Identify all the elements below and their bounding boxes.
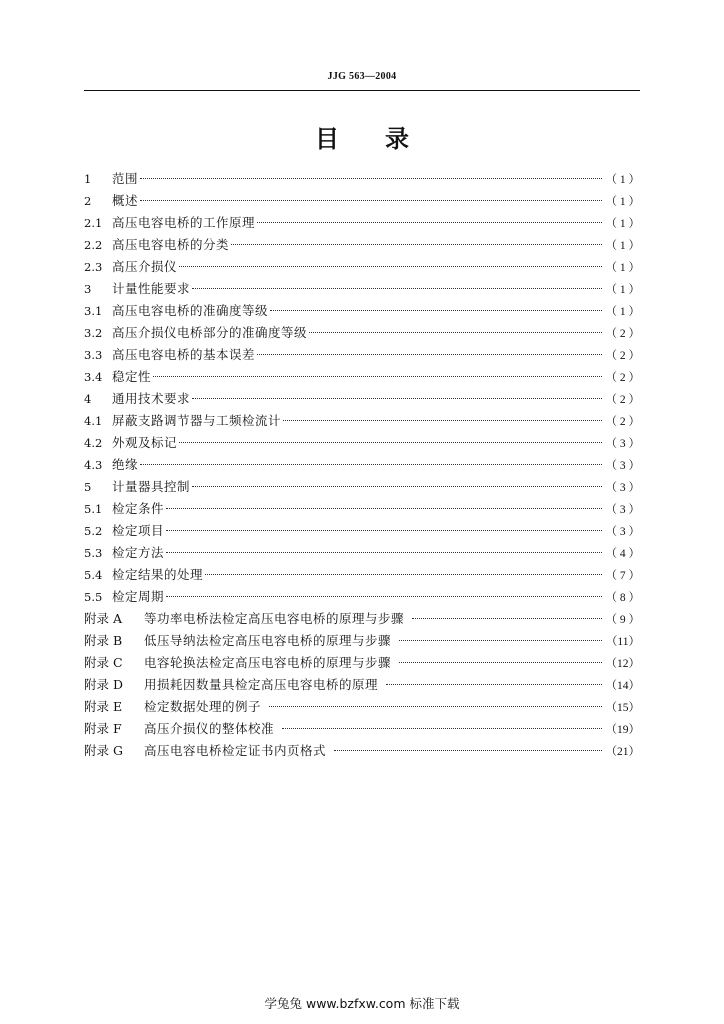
document-code-header: JJG 563—2004 — [327, 71, 397, 82]
toc-entry[interactable] — [84, 190, 640, 212]
toc-entry-page: （ 1 ） — [605, 196, 640, 208]
toc-entry-title: 检定方法 — [112, 545, 165, 560]
footer-watermark: 学兔兔 www.bzfxw.com 标准下载 — [264, 996, 460, 1011]
toc-entry-number: 附录 B — [84, 633, 123, 648]
toc-dot-leader — [257, 222, 602, 223]
toc-entry-number: 5.2 — [84, 524, 103, 538]
toc-entry-number: 5.1 — [84, 502, 103, 516]
toc-entry[interactable] — [84, 256, 640, 278]
toc-entry[interactable] — [84, 586, 640, 608]
toc-entry-number: 5.3 — [84, 546, 103, 560]
toc-dot-leader — [283, 420, 602, 421]
toc-entry[interactable] — [84, 542, 640, 564]
toc-entry-page: （ 7 ） — [605, 570, 640, 582]
toc-dot-leader — [399, 662, 602, 663]
toc-entry-number: 3 — [84, 282, 92, 296]
toc-entry-page: （ 3 ） — [605, 526, 640, 538]
toc-entry-title: 检定周期 — [112, 589, 165, 604]
toc-entry-title: 稳定性 — [112, 369, 152, 384]
toc-entry-number: 附录 F — [84, 721, 122, 736]
toc-entry-page: （14） — [605, 680, 640, 692]
toc-dot-leader — [166, 530, 602, 531]
toc-entry[interactable] — [84, 432, 640, 454]
toc-entry-page: （ 3 ） — [605, 460, 640, 472]
toc-dot-leader — [140, 200, 602, 201]
toc-entry-page: （ 1 ） — [605, 306, 640, 318]
toc-entry-number: 附录 A — [84, 611, 123, 626]
toc-entry[interactable] — [84, 234, 640, 256]
toc-entry-page: （ 1 ） — [605, 262, 640, 274]
toc-entry-number: 2.3 — [84, 260, 103, 274]
toc-dot-leader — [192, 486, 602, 487]
toc-entry-title: 计量器具控制 — [112, 479, 191, 494]
toc-entry[interactable] — [84, 564, 640, 586]
toc-entry[interactable] — [84, 476, 640, 498]
toc-entry-title: 高压介损仪的整体校准 — [144, 721, 275, 736]
toc-entry-page: （ 1 ） — [605, 240, 640, 252]
header-rule — [84, 90, 640, 91]
toc-entry-number: 3.4 — [84, 370, 103, 384]
toc-dot-leader — [166, 508, 602, 509]
toc-entry-page: （ 3 ） — [605, 504, 640, 516]
table-of-contents — [84, 168, 640, 762]
toc-entry-title: 检定数据处理的例子 — [144, 699, 262, 714]
toc-entry-number: 3.3 — [84, 348, 103, 362]
title-char-left: 目 — [315, 125, 339, 153]
toc-entry[interactable] — [84, 498, 640, 520]
toc-entry[interactable] — [84, 212, 640, 234]
toc-entry[interactable] — [84, 652, 640, 674]
toc-dot-leader — [334, 750, 602, 751]
toc-dot-leader — [140, 178, 602, 179]
toc-entry-number: 5.5 — [84, 590, 103, 604]
toc-entry-title: 高压电容电桥的分类 — [112, 237, 230, 252]
toc-entry[interactable] — [84, 740, 640, 762]
toc-entry[interactable] — [84, 696, 640, 718]
title-char-right: 录 — [385, 125, 409, 153]
toc-dot-leader — [179, 442, 602, 443]
toc-entry-page: （ 4 ） — [605, 548, 640, 560]
toc-entry-number: 2 — [84, 194, 92, 208]
toc-entry[interactable] — [84, 608, 640, 630]
toc-entry-page: （ 2 ） — [605, 416, 640, 428]
toc-entry[interactable] — [84, 410, 640, 432]
toc-entry[interactable] — [84, 322, 640, 344]
toc-entry-title: 高压电容电桥的准确度等级 — [112, 303, 269, 318]
toc-entry-page: （21） — [605, 746, 640, 758]
toc-dot-leader — [282, 728, 602, 729]
toc-dot-leader — [192, 288, 602, 289]
toc-entry-page: （ 8 ） — [605, 592, 640, 604]
toc-entry-title: 检定结果的处理 — [112, 567, 204, 582]
toc-entry-page: （15） — [605, 702, 640, 714]
toc-entry-title: 用损耗因数量具检定高压电容电桥的原理 — [144, 677, 379, 692]
toc-entry-page: （ 3 ） — [605, 438, 640, 450]
toc-entry-number: 附录 G — [84, 743, 123, 758]
toc-entry-page: （ 1 ） — [605, 218, 640, 230]
toc-entry-number: 4.2 — [84, 436, 103, 450]
toc-dot-leader — [166, 596, 602, 597]
toc-entry-title: 高压电容电桥检定证书内页格式 — [144, 743, 327, 758]
toc-dot-leader — [269, 706, 602, 707]
toc-entry-title: 电容轮换法检定高压电容电桥的原理与步骤 — [144, 655, 392, 670]
toc-entry-title: 高压介损仪电桥部分的准确度等级 — [112, 325, 308, 340]
toc-entry[interactable] — [84, 344, 640, 366]
toc-entry-title: 绝缘 — [112, 457, 139, 472]
toc-entry-page: （11） — [605, 636, 640, 648]
toc-entry-page: （ 3 ） — [605, 482, 640, 494]
toc-dot-leader — [386, 684, 602, 685]
toc-dot-leader — [153, 376, 602, 377]
toc-entry-number: 4.1 — [84, 414, 103, 428]
toc-entry-title: 高压介损仪 — [112, 259, 178, 274]
toc-entry-title: 低压导纳法检定高压电容电桥的原理与步骤 — [144, 633, 392, 648]
page-title — [84, 119, 640, 154]
toc-entry-number: 附录 E — [84, 699, 123, 714]
toc-dot-leader — [270, 310, 602, 311]
toc-entry-title: 检定项目 — [112, 523, 165, 538]
toc-entry-title: 计量性能要求 — [112, 281, 191, 296]
toc-dot-leader — [192, 398, 602, 399]
toc-entry-title: 范围 — [112, 171, 139, 186]
toc-entry[interactable] — [84, 168, 640, 190]
toc-entry-page: （ 2 ） — [605, 350, 640, 362]
toc-entry-number: 2.2 — [84, 238, 103, 252]
toc-entry-page: （19） — [605, 724, 640, 736]
toc-entry[interactable] — [84, 366, 640, 388]
toc-entry[interactable] — [84, 630, 640, 652]
toc-entry[interactable] — [84, 388, 640, 410]
toc-entry-number: 3.2 — [84, 326, 103, 340]
toc-entry-number: 5 — [84, 480, 92, 494]
toc-entry-title: 高压电容电桥的工作原理 — [112, 215, 256, 230]
toc-entry-page: （ 2 ） — [605, 372, 640, 384]
toc-entry-number: 3.1 — [84, 304, 103, 318]
toc-entry-title: 检定条件 — [112, 501, 165, 516]
toc-entry-number: 附录 C — [84, 655, 123, 670]
toc-entry[interactable] — [84, 278, 640, 300]
toc-entry-title: 高压电容电桥的基本误差 — [112, 347, 256, 362]
toc-dot-leader — [166, 552, 602, 553]
toc-dot-leader — [179, 266, 602, 267]
toc-entry[interactable] — [84, 454, 640, 476]
toc-entry-page: （ 2 ） — [605, 394, 640, 406]
toc-entry[interactable] — [84, 718, 640, 740]
toc-entry-page: （ 1 ） — [605, 284, 640, 296]
toc-entry-number: 2.1 — [84, 216, 103, 230]
toc-entry-page: （ 9 ） — [605, 614, 640, 626]
toc-entry[interactable] — [84, 674, 640, 696]
toc-dot-leader — [231, 244, 602, 245]
toc-entry-number: 附录 D — [84, 677, 123, 692]
toc-entry-page: （12） — [605, 658, 640, 670]
toc-entry-page: （ 2 ） — [605, 328, 640, 340]
toc-entry-number: 5.4 — [84, 568, 103, 582]
toc-entry-title: 等功率电桥法检定高压电容电桥的原理与步骤 — [144, 611, 405, 626]
toc-entry-number: 4.3 — [84, 458, 103, 472]
toc-dot-leader — [412, 618, 602, 619]
toc-entry-title: 概述 — [112, 193, 139, 208]
toc-dot-leader — [205, 574, 602, 575]
toc-entry-number: 1 — [84, 172, 92, 186]
toc-dot-leader — [399, 640, 602, 641]
toc-entry[interactable] — [84, 300, 640, 322]
toc-dot-leader — [140, 464, 602, 465]
toc-entry-title: 外观及标记 — [112, 435, 178, 450]
toc-entry[interactable] — [84, 520, 640, 542]
toc-entry-title: 通用技术要求 — [112, 391, 191, 406]
toc-dot-leader — [257, 354, 602, 355]
toc-entry-title: 屏蔽支路调节器与工频检流计 — [112, 413, 282, 428]
toc-dot-leader — [309, 332, 602, 333]
toc-entry-page: （ 1 ） — [605, 174, 640, 186]
toc-entry-number: 4 — [84, 392, 92, 406]
